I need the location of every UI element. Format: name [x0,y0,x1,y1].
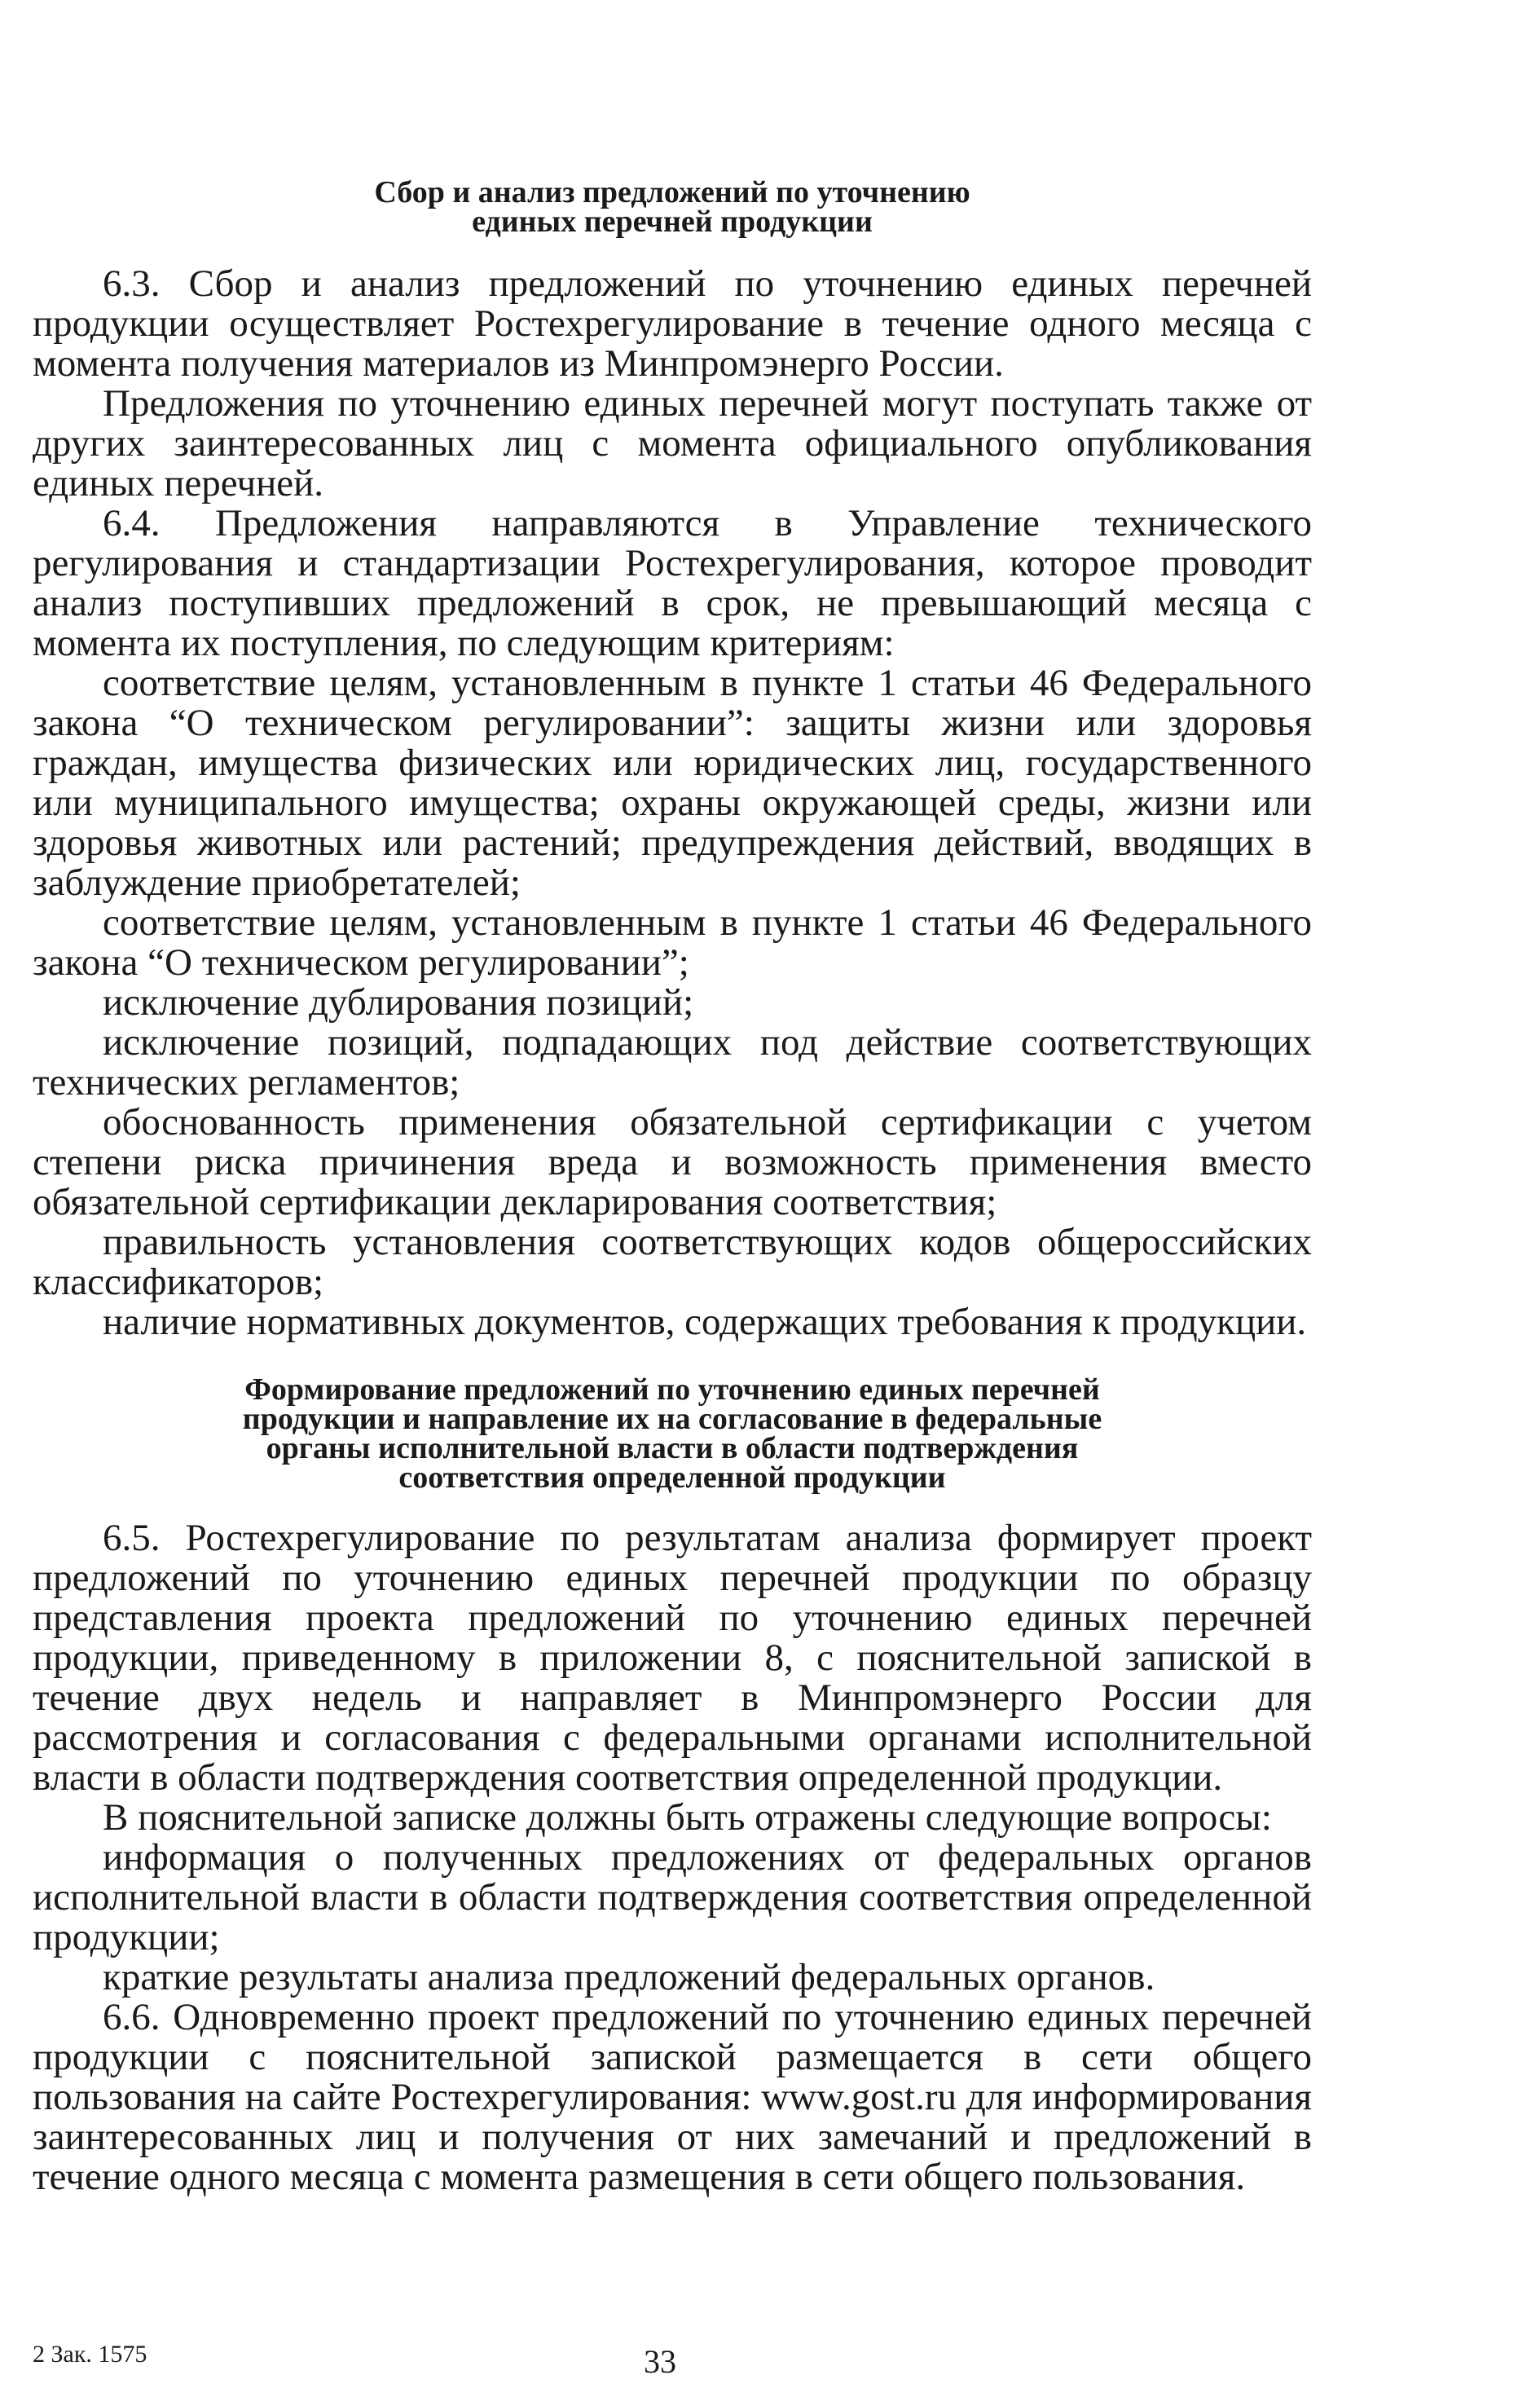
paragraph-6-5: 6.5. Ростехрегулирование по результатам анализа формирует проект предложений по уточнению единых перечней продукции по образцу представления проекта предложений по уточнению единых перечней продукции, приведенному в приложении 8, с пояснительной запиской в течение двух недель и направляет в Минпромэнерго России для рассмотрения и согласования с федеральными органами исполнительной власти в области подтверждения соответствия определенной продукции. [33,1517,1312,1799]
heading-line: Сбор и анализ предложений по уточнению [374,175,970,209]
page-number: 33 [644,2343,676,2380]
section-heading-collection [33,175,1312,239]
heading-line: органы исполнительной власти в области подтверждения [266,1431,1079,1465]
paragraph: В пояснительной записке должны быть отражены следующие вопросы: [103,1796,1272,1839]
criterion-item: правильность установления соответствующих кодов общероссийских классификаторов; [33,1221,1312,1303]
criterion-item: исключение позиций, подпадающих под действие соответствующих технических регламентов; [33,1021,1312,1104]
note-item: информация о полученных предложениях от федеральных органов исполнительной власти в области подтверждения соответствия определенной продукции; [33,1836,1312,1958]
heading-line: единых перечней продукции [472,205,873,239]
order-number: 2 Зак. 1575 [33,2341,147,2368]
criterion-item: соответствие целям, установленным в пункте 1 статьи 46 Федерального закона “О техническом регулировании”; [33,901,1312,984]
heading-line: соответствия определенной продукции [398,1460,946,1495]
paragraph-6-6: 6.6. Одновременно проект предложений по уточнению единых перечней продукции с пояснительной запиской размещается в сети общего пользования на сайте Ростехрегулирования: www.gost.ru для информирования заинтересованных лиц и получения от них замечаний и предложений в течение одного месяца с момента размещения в сети общего пользования. [33,1996,1312,2198]
criterion-item: обоснованность применения обязательной сертификации с учетом степени риска причинения вреда и возможность применения вместо обязательной сертификации декларирования соответствия; [33,1101,1312,1223]
paragraph-6-4: 6.4. Предложения направляются в Управление технического регулирования и стандартизации Ростехрегулирования, которое проводит анализ поступивших предложений в срок, не превышающий месяца с момента их поступления, по следующим критериям: [33,502,1312,664]
criterion-item: исключение дублирования позиций; [103,981,694,1024]
section-heading-formation [33,1372,1312,1495]
heading-line: Формирование предложений по уточнению единых перечней [244,1372,1100,1407]
heading-line: продукции и направление их на согласование в федеральные [242,1402,1102,1436]
paragraph-6-3: 6.3. Сбор и анализ предложений по уточнению единых перечней продукции осуществляет Ростехрегулирование в течение одного месяца с момента получения материалов из Минпромэнерго России. [33,262,1312,385]
page-content [33,175,1312,2198]
criterion-item: соответствие целям, установленным в пункте 1 статьи 46 Федерального закона “О техническом регулировании”: защиты жизни или здоровья граждан, имущества физических или юридических лиц, государственного или муниципального имущества; охраны окружающей среды, жизни или здоровья животных или растений; предупреждения действий, вводящих в заблуждение приобретателей; [33,662,1312,904]
note-item: краткие результаты анализа предложений федеральных органов. [103,1956,1155,1998]
criterion-item: наличие нормативных документов, содержащих требования к продукции. [103,1301,1307,1343]
paragraph: Предложения по уточнению единых перечней могут поступать также от других заинтересованных лиц с момента официального опубликования единых перечней. [33,382,1312,504]
